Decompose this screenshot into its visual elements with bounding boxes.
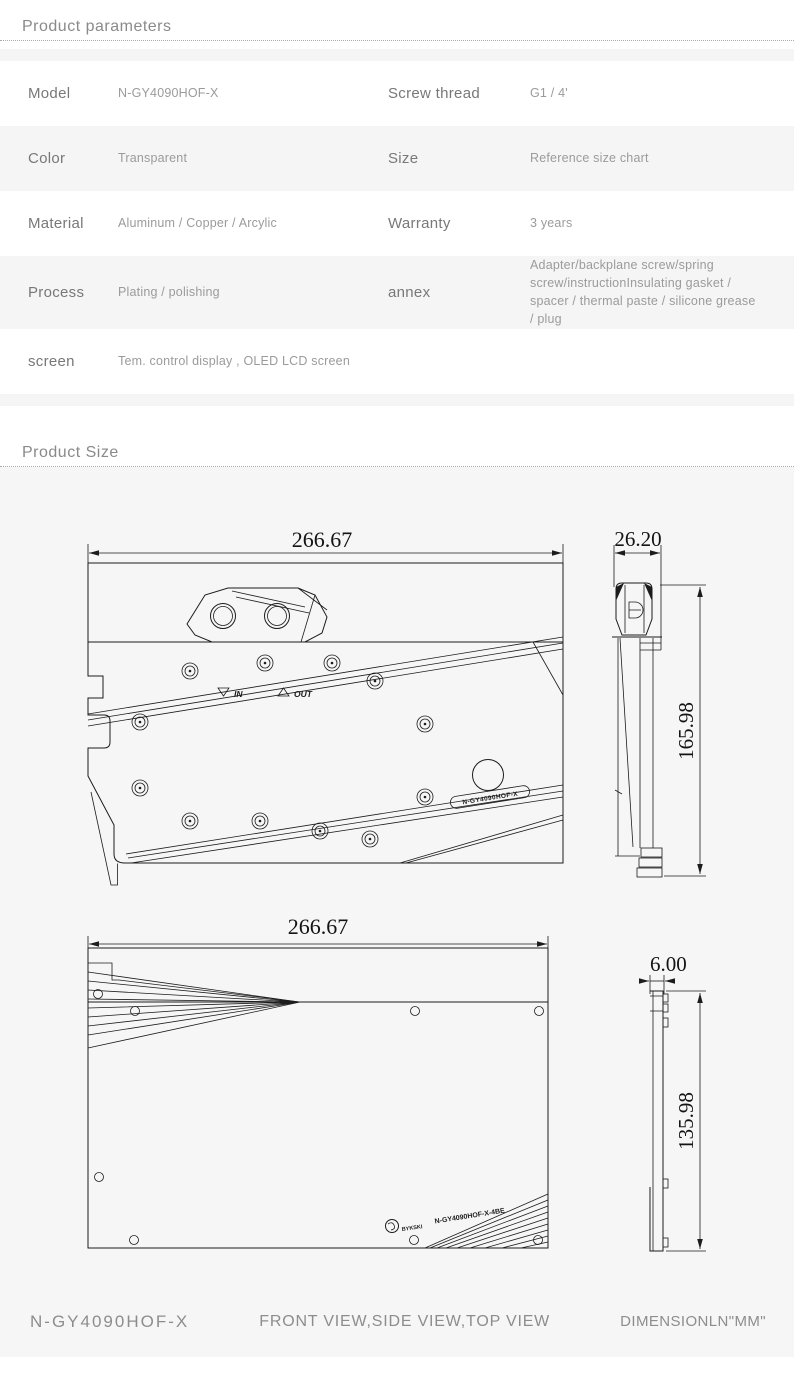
spec-label: Screw thread	[388, 85, 480, 102]
product-parameters-title: Product parameters	[0, 0, 794, 41]
front-model-badge	[450, 784, 531, 808]
table-bottom-strip	[0, 394, 794, 406]
diagram-footer	[0, 1287, 794, 1357]
brand-logo-icon	[386, 1219, 399, 1232]
technical-drawing-canvas	[0, 467, 794, 1287]
table-row	[0, 329, 794, 394]
top-view-drawing	[639, 952, 706, 1251]
spec-label: Process	[28, 283, 85, 301]
table-row	[0, 61, 794, 126]
side-width-dim-label: 26.20	[614, 526, 662, 551]
side-terminal-profile	[612, 583, 662, 637]
front-badge-label: N-GY4090HOF-X	[461, 790, 519, 806]
footer-views-caption: FRONT VIEW,SIDE VIEW,TOP VIEW	[259, 1312, 551, 1330]
spec-value: N-GY4090HOF-X	[118, 86, 219, 101]
table-row	[0, 126, 794, 191]
spec-label: annex	[388, 283, 431, 301]
product-size-diagrams	[0, 467, 794, 1357]
spec-value: Reference size chart	[530, 151, 649, 166]
table-row	[0, 256, 794, 329]
spec-value: Tem. control display , OLED LCD screen	[118, 353, 350, 368]
fill-port-circle	[473, 759, 504, 790]
top-width-dimension	[639, 952, 687, 994]
brand-logo-label: BYKSKI	[401, 1223, 423, 1233]
top-height-dimension	[666, 991, 706, 1251]
spec-table	[0, 49, 794, 406]
spec-value: 3 years	[530, 216, 573, 231]
spec-label: Model	[28, 85, 71, 102]
port-out-label: OUT	[294, 688, 312, 699]
spec-value: Aluminum / Copper / Arcylic	[118, 216, 277, 231]
front-width-dimension	[88, 527, 563, 564]
top-strip-profile	[650, 991, 668, 1251]
spec-value: Transparent	[118, 151, 188, 166]
back-width-dim-label: 266.67	[287, 913, 349, 939]
spec-value: Adapter/backplane screw/spring screw/instructionInsulating gasket / spacer / thermal paste / silicone grease / plug	[530, 258, 756, 327]
front-width-dim-label: 266.67	[291, 526, 353, 552]
side-height-dimension	[660, 585, 706, 876]
back-width-dimension	[88, 914, 548, 953]
front-accent-stripes	[88, 637, 563, 863]
side-height-dim-label: 165.98	[674, 701, 698, 760]
top-height-dim-label: 135.98	[674, 1091, 698, 1150]
spec-label: screen	[28, 352, 75, 370]
footer-dimension-note: DIMENSIONLN"MM"	[620, 1313, 766, 1330]
spec-label: Color	[28, 150, 66, 167]
top-width-dim-label: 6.00	[650, 951, 687, 976]
footer-model-number: N-GY4090HOF-X	[30, 1311, 190, 1331]
spec-value: Plating / polishing	[118, 285, 220, 300]
side-view-drawing	[612, 527, 706, 877]
spec-value: G1 / 4'	[530, 86, 568, 101]
spec-label: Size	[388, 150, 419, 167]
front-view-drawing	[88, 527, 563, 885]
spec-label: Warranty	[388, 215, 451, 232]
back-left-hatch	[88, 963, 300, 1048]
spec-label: Material	[28, 215, 84, 232]
side-card-profile	[615, 638, 662, 877]
back-holes	[94, 989, 544, 1244]
back-view-drawing	[88, 914, 548, 1248]
terminal-block	[187, 588, 327, 642]
table-top-strip	[0, 49, 794, 61]
product-size-title: Product Size	[0, 406, 794, 467]
table-row	[0, 191, 794, 256]
port-in-label: IN	[234, 688, 243, 699]
back-model-print: N-GY4090HOF-X-4BE	[434, 1207, 506, 1226]
